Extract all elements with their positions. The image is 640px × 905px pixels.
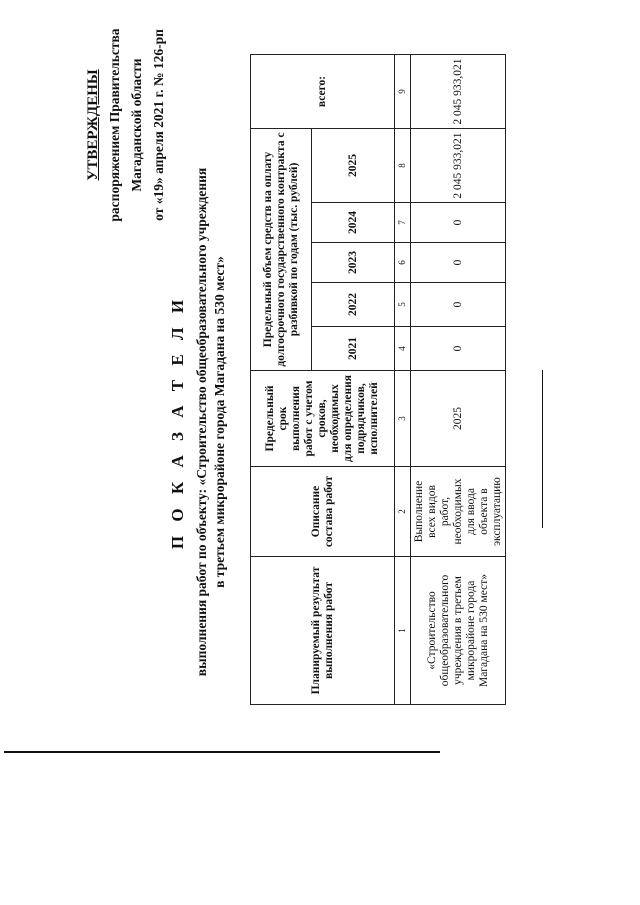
approval-line-1: распоряжением Правительства bbox=[107, 28, 122, 222]
document-heading bbox=[165, 117, 229, 727]
header-total: всего: bbox=[251, 55, 395, 129]
cell-result: «Строительство общеобразовательного учреждения в третьем микрорайоне города Магадана на 530 мест» bbox=[411, 557, 506, 705]
heading-title: П О К А З А Т Е Л И bbox=[168, 294, 187, 550]
approval-line-3: от «19» апреля 2021 г. № 126-рп bbox=[151, 29, 166, 221]
approval-block bbox=[82, 5, 170, 245]
cell-value-2022: 0 bbox=[411, 283, 506, 327]
col-number: 4 bbox=[395, 327, 411, 371]
cell-deadline: 2025 bbox=[411, 371, 506, 467]
year-2025: 2025 bbox=[312, 129, 395, 203]
cell-total: 2 045 933,021 bbox=[411, 55, 506, 129]
header-funding: Предельный объем средств на оплату долгосрочного государственного контракта с разбивкой по годам (тыс. рублей) bbox=[251, 129, 312, 371]
year-2024: 2024 bbox=[312, 203, 395, 243]
col-number: 9 bbox=[395, 55, 411, 129]
year-2023: 2023 bbox=[312, 243, 395, 283]
col-number: 8 bbox=[395, 129, 411, 203]
col-number: 5 bbox=[395, 283, 411, 327]
table-row bbox=[411, 55, 506, 705]
indicators-table bbox=[250, 54, 506, 705]
year-2021: 2021 bbox=[312, 327, 395, 371]
col-number: 2 bbox=[395, 467, 411, 557]
cell-value-2024: 0 bbox=[411, 203, 506, 243]
year-2022: 2022 bbox=[312, 283, 395, 327]
signature-rule bbox=[542, 370, 543, 528]
header-result: Планируемый результат выполнения работ bbox=[251, 557, 395, 705]
col-number: 3 bbox=[395, 371, 411, 467]
page-edge-rule bbox=[4, 751, 440, 753]
header-deadline: Предельный срок выполнения работ с учетом сроков, необходимых для определения подрядчиков, исполнителей bbox=[251, 371, 395, 467]
header-description: Описание состава работ bbox=[251, 467, 395, 557]
col-number: 7 bbox=[395, 203, 411, 243]
cell-value-2021: 0 bbox=[411, 327, 506, 371]
cell-description: Выполнение всех видов работ, необходимых для ввода объекта в эксплуатацию bbox=[411, 467, 506, 557]
col-number: 6 bbox=[395, 243, 411, 283]
cell-value-2025: 2 045 933,021 bbox=[411, 129, 506, 203]
column-number-row bbox=[395, 55, 411, 705]
cell-value-2023: 0 bbox=[411, 243, 506, 283]
heading-line-2: в третьем микрорайоне города Магадана на 530 мест» bbox=[212, 256, 227, 588]
heading-line-1: выполнения работ по объекту: «Строительство общеобразовательного учреждения bbox=[194, 167, 209, 677]
header-row-1 bbox=[251, 55, 312, 705]
col-number: 1 bbox=[395, 557, 411, 705]
approval-line-2: Магаданской области bbox=[129, 58, 144, 192]
approval-title: УТВЕРЖДЕНЫ bbox=[85, 69, 101, 181]
